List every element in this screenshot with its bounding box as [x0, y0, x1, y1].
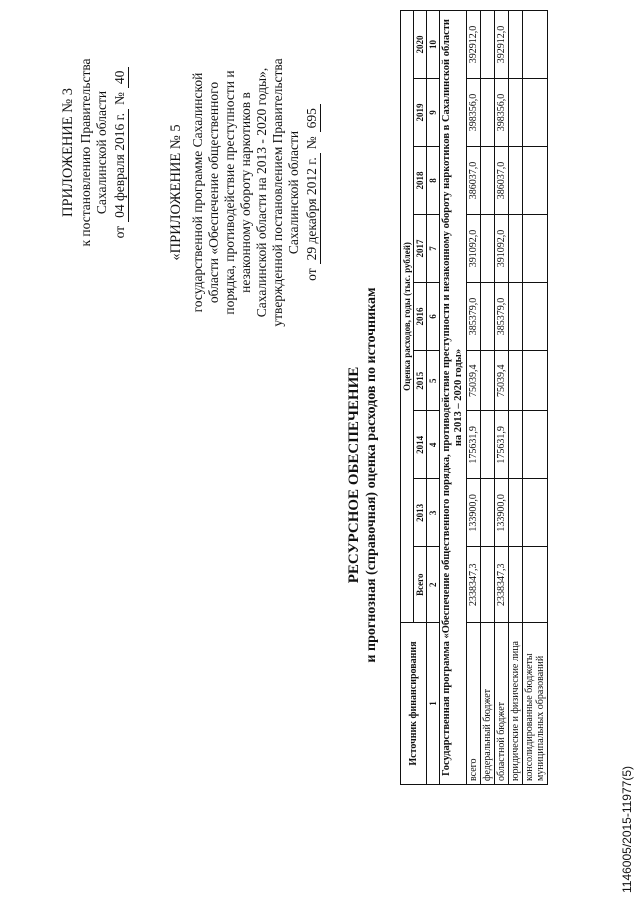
cell-value: 133900,0	[467, 479, 481, 547]
cell-value: 398356,0	[495, 79, 509, 147]
column-header: Всего	[414, 547, 427, 623]
cell-value	[509, 351, 523, 411]
cell-value	[523, 283, 548, 351]
appendix-3-date-row	[112, 15, 129, 290]
cell-value	[509, 547, 523, 623]
cell-value	[509, 215, 523, 283]
cell-value: 391092,0	[467, 215, 481, 283]
row-label: консолидированные бюджеты муниципальных образований	[523, 623, 548, 785]
appendix-3-line: Сахалинской области	[94, 90, 109, 215]
column-index: 5	[427, 351, 440, 411]
column-header: 2019	[414, 79, 427, 147]
estimate-header: Оценка расходов, годы (тыс. рублей)	[401, 11, 414, 623]
cell-value	[523, 215, 548, 283]
cell-value: 175631,9	[495, 411, 509, 479]
cell-value: 385379,0	[495, 283, 509, 351]
row-label: федеральный бюджет	[481, 623, 495, 785]
row-label: юридические и физические лица	[509, 623, 523, 785]
cell-value: 2338347,3	[495, 547, 509, 623]
cell-value: 175631,9	[467, 411, 481, 479]
column-index: 7	[427, 215, 440, 283]
document-footer-code: 1146005/2015-11977(5)	[620, 766, 634, 893]
cell-value: 2338347,3	[467, 547, 481, 623]
table-row	[495, 11, 509, 785]
column-index: 9	[427, 79, 440, 147]
cell-value	[523, 79, 548, 147]
appendix-5-date-row	[304, 20, 321, 365]
cell-value: 133900,0	[495, 479, 509, 547]
heading-title: РЕСУРСНОЕ ОБЕСПЕЧЕНИЕ	[346, 366, 362, 584]
column-header: 2018	[414, 147, 427, 215]
from-label: от	[112, 225, 127, 239]
column-index: 1	[427, 623, 440, 785]
column-header: 2020	[414, 11, 427, 79]
cell-value	[509, 11, 523, 79]
column-header: 2016	[414, 283, 427, 351]
appendix-5-number: 695	[304, 104, 321, 132]
source-header: Источник финансирования	[401, 623, 427, 785]
cell-value	[523, 547, 548, 623]
column-header: 2017	[414, 215, 427, 283]
cell-value	[509, 479, 523, 547]
column-header: 2014	[414, 411, 427, 479]
table-row	[481, 11, 495, 785]
table-row	[467, 11, 481, 785]
cell-value: 398356,0	[467, 79, 481, 147]
cell-value	[481, 147, 495, 215]
column-index: 10	[427, 11, 440, 79]
column-header: 2015	[414, 351, 427, 411]
from-label: от	[304, 268, 319, 281]
column-index: 6	[427, 283, 440, 351]
appendix-3-date: 04 февраля 2016 г.	[112, 109, 129, 222]
row-label: всего	[467, 623, 481, 785]
appendix-5-date: 29 декабря 2012 г.	[304, 153, 321, 264]
table-row	[523, 11, 548, 785]
appendix-5-line: Сахалинской области	[286, 130, 301, 255]
cell-value: 75039,4	[467, 351, 481, 411]
appendix-5-title: «ПРИЛОЖЕНИЕ № 5	[168, 124, 184, 261]
heading-subtitle: и прогнозная (справочная) оценка расходов по источникам	[364, 287, 379, 663]
cell-value: 392912,0	[467, 11, 481, 79]
cell-value	[523, 147, 548, 215]
cell-value	[523, 479, 548, 547]
appendix-5-line: порядка, противодействие преступности и	[222, 70, 237, 315]
cell-value: 75039,4	[495, 351, 509, 411]
column-index: 8	[427, 147, 440, 215]
appendix-5-line: Сахалинской области на 2013 - 2020 годы»,	[254, 67, 269, 318]
cell-value	[481, 79, 495, 147]
number-label: №	[112, 92, 127, 105]
appendix-3-header	[60, 15, 129, 290]
cell-value	[481, 411, 495, 479]
document-heading	[345, 195, 381, 755]
cell-value	[523, 351, 548, 411]
cell-value: 386037,0	[467, 147, 481, 215]
appendix-3-number: 40	[112, 67, 129, 89]
cell-value: 386037,0	[495, 147, 509, 215]
cell-value: 391092,0	[495, 215, 509, 283]
table-row	[509, 11, 523, 785]
cell-value: 392912,0	[495, 11, 509, 79]
cell-value	[481, 547, 495, 623]
cell-value	[481, 283, 495, 351]
appendix-3-title: ПРИЛОЖЕНИЕ № 3	[60, 88, 76, 217]
appendix-5-line: государственной программе Сахалинской	[190, 72, 205, 313]
appendix-5-header	[168, 20, 321, 365]
column-index: 2	[427, 547, 440, 623]
cell-value	[509, 411, 523, 479]
cell-value	[481, 351, 495, 411]
cell-value	[523, 411, 548, 479]
appendix-5-line: области «Обеспечение общественного	[206, 81, 221, 304]
column-header: 2013	[414, 479, 427, 547]
row-label: областной бюджет	[495, 623, 509, 785]
cell-value: 385379,0	[467, 283, 481, 351]
cell-value	[523, 11, 548, 79]
cell-value	[481, 215, 495, 283]
resource-table	[400, 10, 548, 785]
appendix-3-line: к постановлению Правительства	[78, 58, 93, 247]
number-label: №	[304, 136, 319, 150]
cell-value	[509, 79, 523, 147]
cell-value	[509, 283, 523, 351]
program-title: Государственная программа «Обеспечение общественного порядка, противодействие преступности и незаконному обороту наркотиков в Сахалинской области на 2013 – 2020 годы»	[440, 11, 467, 785]
cell-value	[481, 11, 495, 79]
column-index: 4	[427, 411, 440, 479]
appendix-5-line: незаконному обороту наркотиков в	[238, 92, 253, 293]
appendix-5-line: утвержденной постановлением Правительства	[270, 58, 285, 327]
cell-value	[509, 147, 523, 215]
column-index: 3	[427, 479, 440, 547]
cell-value	[481, 479, 495, 547]
